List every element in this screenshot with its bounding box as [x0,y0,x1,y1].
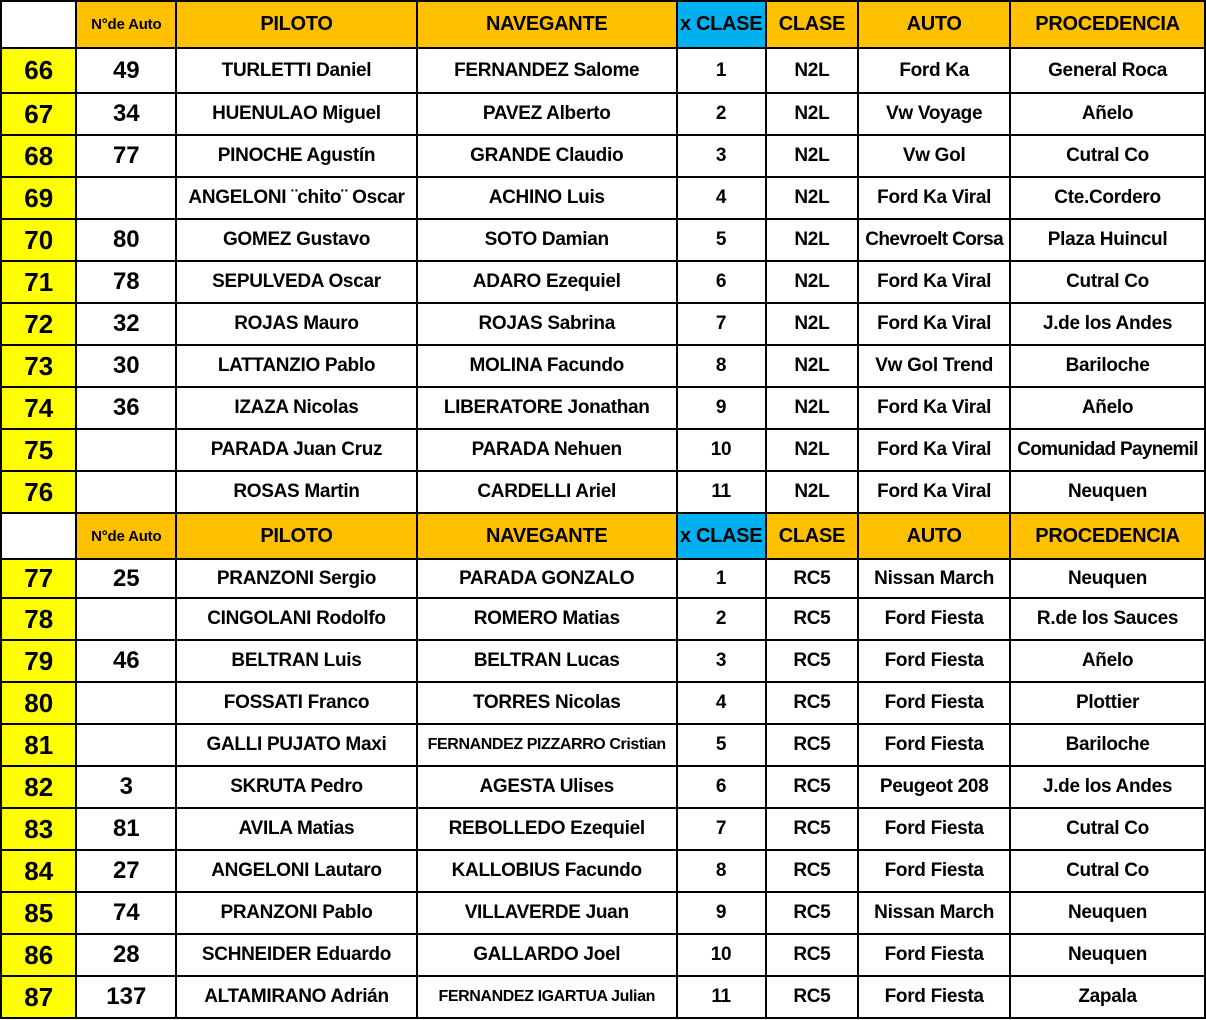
class-cell: RC5 [766,766,859,808]
origin-cell: Cutral Co [1010,135,1205,177]
class-position-cell: 4 [677,177,766,219]
navigator-cell: ACHINO Luis [417,177,677,219]
navigator-cell: FERNANDEZ Salome [417,48,677,93]
header-navegante: NAVEGANTE [417,513,677,559]
navigator-cell: VILLAVERDE Juan [417,892,677,934]
origin-cell: R.de los Sauces [1010,598,1205,640]
car-cell: Ford Ka Viral [858,387,1010,429]
position-cell: 75 [1,429,76,471]
class-position-cell: 8 [677,850,766,892]
position-cell: 76 [1,471,76,513]
origin-cell: Cutral Co [1010,850,1205,892]
car-cell: Vw Gol [858,135,1010,177]
origin-cell: Cutral Co [1010,261,1205,303]
origin-cell: Añelo [1010,93,1205,135]
navigator-cell: FERNANDEZ IGARTUA Julian [417,976,677,1018]
car-number-cell: 3 [76,766,176,808]
origin-cell: Plaza Huincul [1010,219,1205,261]
pilot-cell: ROSAS Martin [176,471,417,513]
origin-cell: Añelo [1010,640,1205,682]
class-position-cell: 4 [677,682,766,724]
origin-cell: J.de los Andes [1010,766,1205,808]
position-cell: 73 [1,345,76,387]
class-position-cell: 11 [677,976,766,1018]
class-position-cell: 3 [677,135,766,177]
class-cell: N2L [766,303,859,345]
class-position-cell: 6 [677,261,766,303]
position-cell: 82 [1,766,76,808]
navigator-cell: ROMERO Matias [417,598,677,640]
class-cell: RC5 [766,559,859,598]
pilot-cell: PRANZONI Pablo [176,892,417,934]
table-row [1,261,1205,303]
pilot-cell: LATTANZIO Pablo [176,345,417,387]
class-position-cell: 2 [677,598,766,640]
car-cell: Ford Ka Viral [858,177,1010,219]
car-number-cell: 49 [76,48,176,93]
navigator-cell: GALLARDO Joel [417,934,677,976]
table-row [1,177,1205,219]
car-cell: Ford Fiesta [858,640,1010,682]
class-cell: N2L [766,219,859,261]
car-number-cell: 46 [76,640,176,682]
class-cell: RC5 [766,640,859,682]
navigator-cell: BELTRAN Lucas [417,640,677,682]
navigator-cell: KALLOBIUS Facundo [417,850,677,892]
table-row [1,850,1205,892]
car-cell: Ford Fiesta [858,682,1010,724]
position-cell: 80 [1,682,76,724]
class-cell: RC5 [766,976,859,1018]
position-cell: 67 [1,93,76,135]
class-position-cell: 1 [677,559,766,598]
origin-cell: Bariloche [1010,345,1205,387]
class-cell: RC5 [766,598,859,640]
table-row [1,892,1205,934]
car-number-cell [76,177,176,219]
origin-cell: Cte.Cordero [1010,177,1205,219]
header-piloto: PILOTO [176,513,417,559]
pilot-cell: BELTRAN Luis [176,640,417,682]
pilot-cell: PARADA Juan Cruz [176,429,417,471]
car-cell: Vw Voyage [858,93,1010,135]
header-blank-cell [1,1,76,48]
position-cell: 68 [1,135,76,177]
navigator-cell: AGESTA Ulises [417,766,677,808]
class-position-cell: 9 [677,387,766,429]
car-number-cell [76,598,176,640]
car-cell: Peugeot 208 [858,766,1010,808]
table-row [1,135,1205,177]
class-position-cell: 2 [677,93,766,135]
navigator-cell: PARADA GONZALO [417,559,677,598]
position-cell: 74 [1,387,76,429]
origin-cell: Neuquen [1010,934,1205,976]
header-blank-cell [1,513,76,559]
header-procedencia: PROCEDENCIA [1010,513,1205,559]
navigator-cell: PAVEZ Alberto [417,93,677,135]
origin-cell: J.de los Andes [1010,303,1205,345]
car-cell: Nissan March [858,892,1010,934]
table-row [1,640,1205,682]
class-position-cell: 6 [677,766,766,808]
table-row [1,471,1205,513]
car-cell: Ford Ka Viral [858,429,1010,471]
origin-cell: Bariloche [1010,724,1205,766]
origin-cell: Neuquen [1010,892,1205,934]
header-num-auto: N°de Auto [76,1,176,48]
car-number-cell: 30 [76,345,176,387]
class-cell: N2L [766,135,859,177]
car-cell: Chevroelt Corsa [858,219,1010,261]
table-row [1,387,1205,429]
class-cell: RC5 [766,724,859,766]
class-position-cell: 10 [677,429,766,471]
table-row [1,682,1205,724]
navigator-cell: ROJAS Sabrina [417,303,677,345]
origin-cell: Neuquen [1010,559,1205,598]
class-position-cell: 5 [677,724,766,766]
header-auto: AUTO [858,1,1010,48]
class-cell: N2L [766,471,859,513]
car-number-cell: 77 [76,135,176,177]
position-cell: 79 [1,640,76,682]
class-position-cell: 7 [677,303,766,345]
class-position-cell: 1 [677,48,766,93]
navigator-cell: GRANDE Claudio [417,135,677,177]
section2-header-row [1,513,1205,559]
position-cell: 85 [1,892,76,934]
car-number-cell: 80 [76,219,176,261]
class-position-cell: 10 [677,934,766,976]
header-clase: CLASE [766,1,859,48]
car-number-cell [76,682,176,724]
pilot-cell: SEPULVEDA Oscar [176,261,417,303]
navigator-cell: CARDELLI Ariel [417,471,677,513]
table-row [1,559,1205,598]
navigator-cell: MOLINA Facundo [417,345,677,387]
class-cell: N2L [766,429,859,471]
origin-cell: Cutral Co [1010,808,1205,850]
car-number-cell: 25 [76,559,176,598]
header-num-auto: N°de Auto [76,513,176,559]
class-cell: N2L [766,177,859,219]
pilot-cell: PRANZONI Sergio [176,559,417,598]
pilot-cell: IZAZA Nicolas [176,387,417,429]
navigator-cell: SOTO Damian [417,219,677,261]
class-position-cell: 8 [677,345,766,387]
class-cell: N2L [766,261,859,303]
header-procedencia: PROCEDENCIA [1010,1,1205,48]
pilot-cell: GOMEZ Gustavo [176,219,417,261]
car-number-cell: 78 [76,261,176,303]
table-row [1,303,1205,345]
navigator-cell: FERNANDEZ PIZZARRO Cristian [417,724,677,766]
car-cell: Ford Fiesta [858,808,1010,850]
position-cell: 70 [1,219,76,261]
car-cell: Ford Fiesta [858,976,1010,1018]
navigator-cell: REBOLLEDO Ezequiel [417,808,677,850]
table-row [1,724,1205,766]
class-cell: N2L [766,93,859,135]
class-position-cell: 9 [677,892,766,934]
header-x-clase: x CLASE [677,513,766,559]
origin-cell: Plottier [1010,682,1205,724]
table-row [1,48,1205,93]
class-cell: RC5 [766,934,859,976]
pilot-cell: SKRUTA Pedro [176,766,417,808]
position-cell: 81 [1,724,76,766]
pilot-cell: ROJAS Mauro [176,303,417,345]
car-cell: Ford Fiesta [858,850,1010,892]
class-cell: RC5 [766,682,859,724]
car-number-cell: 32 [76,303,176,345]
class-position-cell: 7 [677,808,766,850]
class-cell: RC5 [766,850,859,892]
car-cell: Ford Ka Viral [858,261,1010,303]
pilot-cell: PINOCHE Agustín [176,135,417,177]
pilot-cell: FOSSATI Franco [176,682,417,724]
class-position-cell: 11 [677,471,766,513]
position-cell: 83 [1,808,76,850]
class-cell: RC5 [766,808,859,850]
car-number-cell: 34 [76,93,176,135]
class-position-cell: 5 [677,219,766,261]
table-row [1,808,1205,850]
car-number-cell [76,471,176,513]
section1-header-row [1,1,1205,48]
car-number-cell: 28 [76,934,176,976]
car-number-cell: 81 [76,808,176,850]
position-cell: 71 [1,261,76,303]
header-piloto: PILOTO [176,1,417,48]
navigator-cell: TORRES Nicolas [417,682,677,724]
position-cell: 77 [1,559,76,598]
position-cell: 66 [1,48,76,93]
car-number-cell: 74 [76,892,176,934]
car-cell: Ford Fiesta [858,724,1010,766]
results-table-body [1,1,1205,1018]
car-cell: Vw Gol Trend [858,345,1010,387]
header-clase: CLASE [766,513,859,559]
origin-cell: Zapala [1010,976,1205,1018]
car-number-cell: 36 [76,387,176,429]
pilot-cell: TURLETTI Daniel [176,48,417,93]
table-row [1,429,1205,471]
pilot-cell: ANGELONI ¨chito¨ Oscar [176,177,417,219]
table-row [1,766,1205,808]
car-number-cell [76,724,176,766]
header-navegante: NAVEGANTE [417,1,677,48]
origin-cell: General Roca [1010,48,1205,93]
pilot-cell: HUENULAO Miguel [176,93,417,135]
position-cell: 78 [1,598,76,640]
table-row [1,93,1205,135]
class-cell: N2L [766,345,859,387]
origin-cell: Comunidad Paynemil [1010,429,1205,471]
car-number-cell: 27 [76,850,176,892]
header-x-clase: x CLASE [677,1,766,48]
class-cell: RC5 [766,892,859,934]
position-cell: 86 [1,934,76,976]
pilot-cell: GALLI PUJATO Maxi [176,724,417,766]
header-auto: AUTO [858,513,1010,559]
car-cell: Ford Fiesta [858,934,1010,976]
pilot-cell: ALTAMIRANO Adrián [176,976,417,1018]
car-number-cell [76,429,176,471]
origin-cell: Neuquen [1010,471,1205,513]
navigator-cell: PARADA Nehuen [417,429,677,471]
class-cell: N2L [766,387,859,429]
navigator-cell: LIBERATORE Jonathan [417,387,677,429]
position-cell: 87 [1,976,76,1018]
origin-cell: Añelo [1010,387,1205,429]
pilot-cell: ANGELONI Lautaro [176,850,417,892]
table-row [1,934,1205,976]
class-cell: N2L [766,48,859,93]
table-row [1,219,1205,261]
table-row [1,598,1205,640]
position-cell: 72 [1,303,76,345]
car-cell: Ford Fiesta [858,598,1010,640]
position-cell: 69 [1,177,76,219]
car-cell: Ford Ka [858,48,1010,93]
pilot-cell: SCHNEIDER Eduardo [176,934,417,976]
car-number-cell: 137 [76,976,176,1018]
position-cell: 84 [1,850,76,892]
class-position-cell: 3 [677,640,766,682]
table-row [1,345,1205,387]
pilot-cell: AVILA Matias [176,808,417,850]
pilot-cell: CINGOLANI Rodolfo [176,598,417,640]
car-cell: Nissan March [858,559,1010,598]
table-row [1,976,1205,1018]
navigator-cell: ADARO Ezequiel [417,261,677,303]
car-cell: Ford Ka Viral [858,471,1010,513]
car-cell: Ford Ka Viral [858,303,1010,345]
